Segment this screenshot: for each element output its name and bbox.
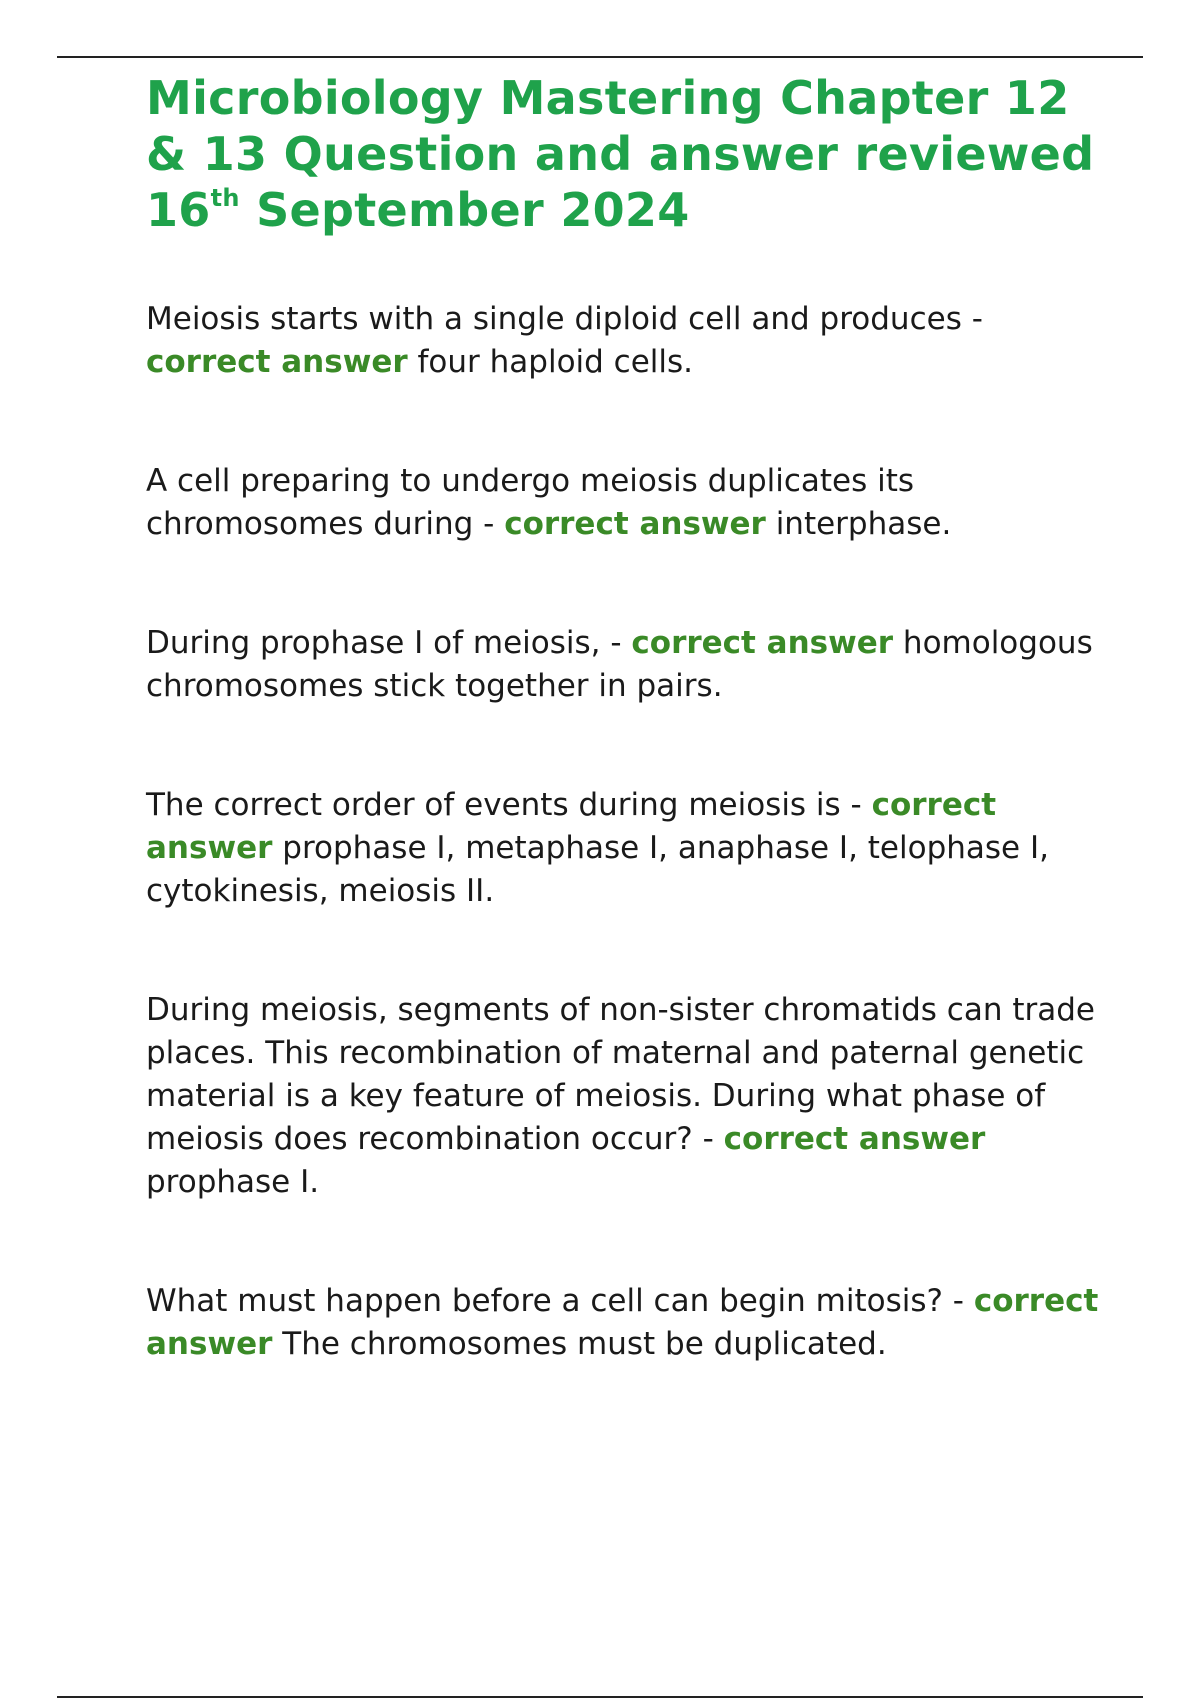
- correct-answer-label: correct answer: [504, 506, 766, 542]
- answer-text: prophase I.: [146, 1164, 320, 1200]
- bottom-divider: [57, 1696, 1143, 1698]
- correct-answer-label: correct answer: [631, 625, 894, 661]
- document-body: [146, 70, 1106, 1366]
- qa-item: [146, 784, 1106, 913]
- answer-text: interphase.: [765, 506, 952, 542]
- qa-item: [146, 460, 1106, 546]
- question-text: During prophase I of meiosis, -: [146, 625, 632, 661]
- title-text-end: September 2024: [239, 183, 690, 237]
- correct-answer-label: correct answer: [146, 787, 997, 866]
- answer-text: The chromosomes must be duplicated.: [272, 1326, 887, 1362]
- correct-answer-label: correct answer: [146, 1283, 1099, 1362]
- correct-answer-label: correct answer: [146, 344, 408, 380]
- top-divider: [57, 56, 1143, 58]
- question-text: A cell preparing to undergo meiosis duplicates its chromosomes during -: [146, 463, 915, 542]
- question-text: The correct order of events during meiosis is -: [146, 787, 872, 823]
- question-text: During meiosis, segments of non-sister chromatids can trade places. This recombination of maternal and paternal genetic material is a key feature of meiosis. During what phase of meiosis does recombination occur? -: [146, 992, 1095, 1157]
- qa-item: [146, 298, 1106, 384]
- qa-item: [146, 989, 1106, 1204]
- question-text: Meiosis starts with a single diploid cell and produces -: [146, 301, 983, 337]
- qa-item: [146, 622, 1106, 708]
- document-title: [146, 70, 1106, 238]
- title-superscript: th: [210, 183, 240, 212]
- qa-item: [146, 1280, 1106, 1366]
- correct-answer-label: correct answer: [723, 1121, 986, 1157]
- question-text: What must happen before a cell can begin mitosis? -: [146, 1283, 974, 1319]
- title-text: Microbiology Mastering Chapter 12 & 13 Question and answer reviewed 16: [146, 71, 1095, 237]
- answer-text: prophase I, metaphase I, anaphase I, telophase I, cytokinesis, meiosis II.: [146, 830, 1049, 909]
- answer-text: homologous chromosomes stick together in pairs.: [146, 625, 1093, 704]
- answer-text: four haploid cells.: [407, 344, 694, 380]
